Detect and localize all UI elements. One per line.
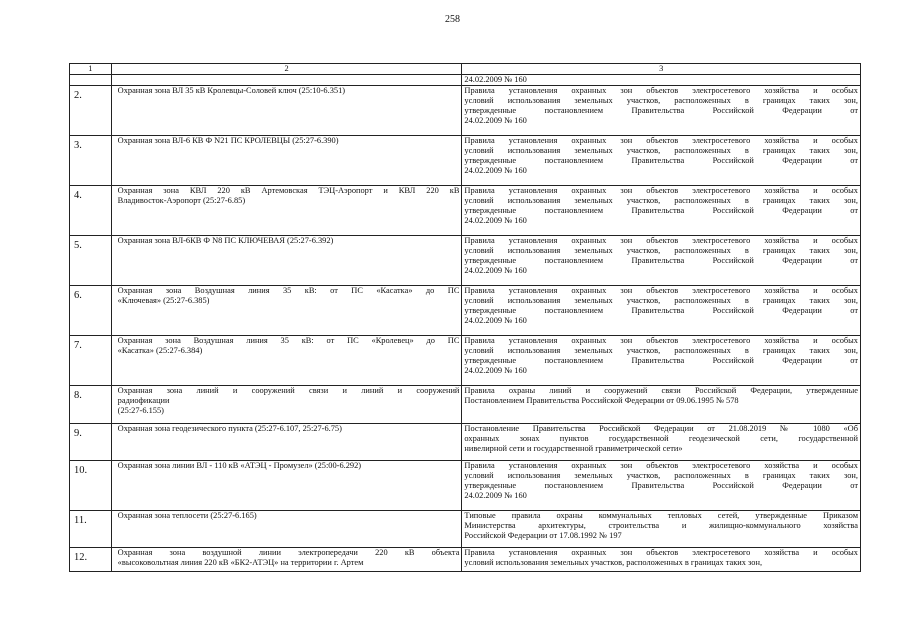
cell-line: утвержденные постановлением Правительства Российской Федерации от (464, 306, 858, 316)
cell-number: 6. (70, 286, 112, 336)
cell-line: условий использования земельных участков, расположенных в границах таких зон, (464, 196, 858, 206)
cell-line: охранных зонах пунктов государственной геодезической сети, государственной (464, 434, 858, 444)
cell-regulation (462, 548, 861, 572)
cell-zone-name (111, 236, 462, 286)
cell-zone-name (111, 136, 462, 186)
cell-number: 3. (70, 136, 112, 186)
cell-line: Охранная зона Воздушная линия 35 кВ: от ПС «Кролевец» до ПС (117, 336, 460, 346)
cell-line: «высоковольтная линия 220 кВ «БК2-АТЭЦ» на территории г. Артем (117, 558, 364, 568)
cell-line: утвержденные постановлением Правительства Российской Федерации от (464, 106, 858, 116)
cell-line: радиофикации (117, 396, 170, 406)
cell-number: 5. (70, 236, 112, 286)
cell-number: 2. (70, 86, 112, 136)
cell-zone-name (111, 286, 462, 336)
cell-line: Постановление Правительства Российской Федерации от 21.08.2019 № 1080 «Об (464, 424, 858, 434)
cell-line: нивелирной сети и государственной гравиметрической сети» (464, 444, 683, 454)
cell-line: условий использования земельных участков, расположенных в границах таких зон, (464, 96, 858, 106)
table-row (70, 236, 861, 286)
cell-line: Правила установления охранных зон объектов электросетевого хозяйства и особых (464, 461, 858, 471)
cell-line: Правила установления охранных зон объектов электросетевого хозяйства и особых (464, 86, 858, 96)
cell-number: 4. (70, 186, 112, 236)
cell-zone-name (111, 75, 462, 86)
cell-zone-name (111, 424, 462, 461)
table-row (70, 548, 861, 572)
cell-number: 10. (70, 461, 112, 511)
cell-zone-name (111, 386, 462, 424)
cell-line: 24.02.2009 № 160 (464, 266, 527, 276)
cell-line: Охранная зона теплосети (25:27-6.165) (117, 511, 257, 521)
cell-line: 24.02.2009 № 160 (464, 491, 527, 501)
table-row (70, 186, 861, 236)
cell-line: Правила установления охранных зон объектов электросетевого хозяйства и особых (464, 136, 858, 146)
cell-line: условий использования земельных участков, расположенных в границах таких зон, (464, 246, 858, 256)
cell-regulation (462, 75, 861, 86)
cell-line: условий использования земельных участков, расположенных в границах таких зон, (464, 558, 763, 568)
cell-number (70, 75, 112, 86)
cell-line: 24.02.2009 № 160 (464, 116, 527, 126)
cell-line: 24.02.2009 № 160 (464, 166, 527, 176)
cell-line: Министерства архитектуры, строительства и жилищно-коммунального хозяйства (464, 521, 858, 531)
cell-line: Правила установления охранных зон объектов электросетевого хозяйства и особых (464, 336, 858, 346)
cell-zone-name (111, 186, 462, 236)
cell-line: условий использования земельных участков, расположенных в границах таких зон, (464, 346, 858, 356)
table-row (70, 461, 861, 511)
cell-line: утвержденные постановлением Правительства Российской Федерации от (464, 206, 858, 216)
cell-zone-name (111, 336, 462, 386)
cell-line: Правила установления охранных зон объектов электросетевого хозяйства и особых (464, 286, 858, 296)
table-row (70, 511, 861, 548)
cell-line: 24.02.2009 № 160 (464, 75, 527, 84)
cell-line: «Ключевая» (25:27-6.385) (117, 296, 210, 306)
cell-zone-name (111, 461, 462, 511)
cell-number: 7. (70, 336, 112, 386)
table-row (70, 424, 861, 461)
cell-zone-name (111, 511, 462, 548)
cell-line: Типовые правила охраны коммунальных тепловых сетей, утвержденные Приказом (464, 511, 858, 521)
page-number: 258 (445, 14, 460, 25)
zones-table (69, 63, 861, 572)
cell-line: Правила установления охранных зон объектов электросетевого хозяйства и особых (464, 548, 858, 558)
header-col-2: 2 (111, 64, 462, 75)
continuation-row (70, 75, 861, 86)
cell-line: утвержденные постановлением Правительства Российской Федерации от (464, 156, 858, 166)
table-body (70, 75, 861, 572)
cell-number: 12. (70, 548, 112, 572)
cell-line: Охранная зона ВЛ 35 кВ Кролевцы-Соловей ключ (25:10-6.351) (117, 86, 346, 96)
cell-regulation (462, 461, 861, 511)
table-row (70, 136, 861, 186)
cell-line: утвержденные постановлением Правительства Российской Федерации от (464, 356, 858, 366)
cell-number: 9. (70, 424, 112, 461)
cell-zone-name (111, 86, 462, 136)
cell-regulation (462, 286, 861, 336)
cell-line: Охранная зона ВЛ-6 КВ Ф N21 ПС КРОЛЕВЦЫ (25:27-6.390) (117, 136, 339, 146)
cell-line: Охранная зона ВЛ-6КВ Ф N8 ПС КЛЮЧЕВАЯ (25:27-6.392) (117, 236, 334, 246)
cell-line: утвержденные постановлением Правительства Российской Федерации от (464, 256, 858, 266)
cell-line: 24.02.2009 № 160 (464, 216, 527, 226)
cell-zone-name (111, 548, 462, 572)
table-row (70, 336, 861, 386)
cell-line: 24.02.2009 № 160 (464, 316, 527, 326)
table-row (70, 286, 861, 336)
cell-line: Охранная зона воздушной линии электропередачи 220 кВ объекта (117, 548, 460, 558)
header-col-1: 1 (70, 64, 112, 75)
cell-regulation (462, 186, 861, 236)
cell-regulation (462, 236, 861, 286)
cell-line: Правила охраны линий и сооружений связи Российской Федерации, утвержденные (464, 386, 858, 396)
table-row (70, 386, 861, 424)
cell-line: Владивосток-Аэропорт (25:27-6.85) (117, 196, 246, 206)
cell-regulation (462, 336, 861, 386)
cell-line: Охранная зона линий и сооружений связи и линий и сооружений (117, 386, 460, 396)
cell-line: 24.02.2009 № 160 (464, 366, 527, 376)
cell-line: (25:27-6.155) (117, 406, 164, 416)
cell-line: Охранная зона КВЛ 220 кВ Артемовская ТЭЦ-Аэропорт и КВЛ 220 кВ (117, 186, 460, 196)
cell-line: условий использования земельных участков, расположенных в границах таких зон, (464, 146, 858, 156)
cell-line: утвержденные постановлением Правительства Российской Федерации от (464, 481, 858, 491)
cell-line: Постановлением Правительства Российской Федерации от 09.06.1995 № 578 (464, 396, 739, 406)
cell-line: Охранная зона геодезического пункта (25:27-6.107, 25:27-6.75) (117, 424, 342, 434)
cell-line: Охранная зона линии ВЛ - 110 кВ «АТЭЦ - Промузел» (25:00-6.292) (117, 461, 362, 471)
cell-line: условий использования земельных участков, расположенных в границах таких зон, (464, 296, 858, 306)
cell-regulation (462, 511, 861, 548)
cell-regulation (462, 136, 861, 186)
header-col-3: 3 (462, 64, 861, 75)
cell-regulation (462, 424, 861, 461)
cell-number: 11. (70, 511, 112, 548)
cell-line: «Касатка» (25:27-6.384) (117, 346, 203, 356)
header-row (70, 64, 861, 75)
cell-line: Правила установления охранных зон объектов электросетевого хозяйства и особых (464, 236, 858, 246)
cell-number: 8. (70, 386, 112, 424)
cell-line: условий использования земельных участков, расположенных в границах таких зон, (464, 471, 858, 481)
cell-line: Охранная зона Воздушная линия 35 кВ: от ПС «Касатка» до ПС (117, 286, 460, 296)
cell-regulation (462, 386, 861, 424)
cell-regulation (462, 86, 861, 136)
table-row (70, 86, 861, 136)
cell-line: Правила установления охранных зон объектов электросетевого хозяйства и особых (464, 186, 858, 196)
cell-line: Российской Федерации от 17.08.1992 № 197 (464, 531, 622, 541)
